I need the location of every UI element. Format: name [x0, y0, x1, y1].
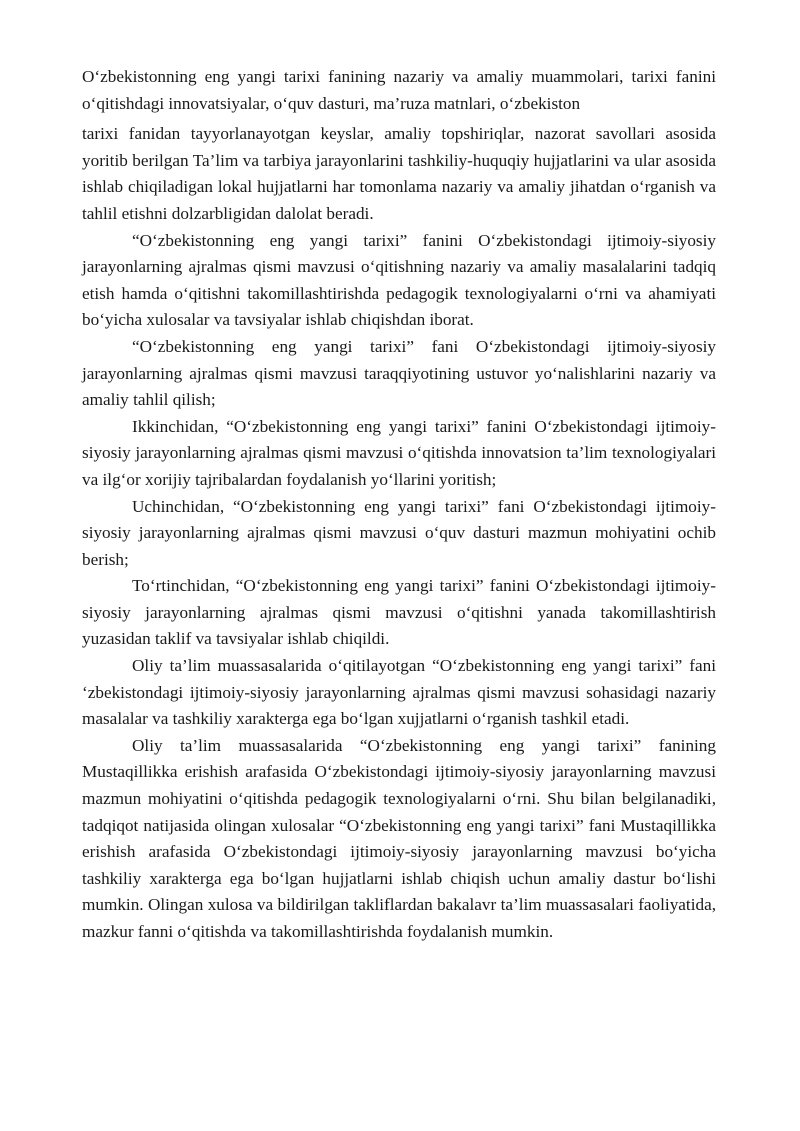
paragraph-intro-part2: tarixi fanidan tayyorlanayotgan keyslar, amaliy topshiriqlar, nazorat savollari asosida yoritib berilgan Ta’lim va tarbiya jarayonlarini tashkiliy-huquqiy hujjatlarini va ular asosida ishlab chiqiladigan lokal hujjatlarni har tomonlama nazariy va amaliy jihatdan o‘rganish va tahlil etishni dolzarbligidan dalolat beradi.	[82, 124, 716, 223]
paragraph-object: Oliy ta’lim muassasalarida o‘qitilayotgan “O‘zbekistonning eng yangi tarixi” fani ‘zbekistondagi ijtimoiy-siyosiy jarayonlarning ajralmas qismi mavzusi sohasidagi nazariy masalalar va tashkiliy xarakterga ega bo‘lgan xujjatlarni o‘rganish tashkil etadi.	[82, 656, 716, 729]
paragraph-task-third: Uchinchidan, “O‘zbekistonning eng yangi tarixi” fani O‘zbekistondagi ijtimoiy-siyosiy jarayonlarning ajralmas qismi mavzusi o‘quv dasturi mazmun mohiyatini ochib berish;	[82, 496, 716, 569]
paragraph-task-second: Ikkinchidan, “O‘zbekistonning eng yangi tarixi” fanini O‘zbekistondagi ijtimoiy-siyosiy jarayonlarning ajralmas qismi mavzusi o‘qitishda innovatsion ta’lim texnologiyalari va ilg‘or xorijiy tajribalardan foydalanish yo‘llarini yoritish;	[82, 416, 716, 489]
paragraph-task-fourth: To‘rtinchidan, “O‘zbekistonning eng yangi tarixi” fanini O‘zbekistondagi ijtimoiy-siyosiy jarayonlarning ajralmas qismi mavzusi o‘qitishni yanada takomillashtirish yuzasidan taklif va tavsiyalar ishlab chiqildi.	[82, 576, 716, 649]
paragraph-task-first: “O‘zbekistonning eng yangi tarixi” fani O‘zbekistondagi ijtimoiy-siyosiy jarayonlarning ajralmas qismi mavzusi taraqqiyotining ustuvor yo‘nalishlarini nazariy va amaliy tahlil qilish;	[82, 336, 716, 410]
paragraph-significance: Oliy ta’lim muassasalarida “O‘zbekistonning eng yangi tarixi” fanining Mustaqillikka erishish arafasida O‘zbekistondagi ijtimoiy-siyosiy jarayonlarning mavzusi mazmun mohiyatini o‘qitishda pedagogik texnologiyalarni o‘rni. Shu bilan belgilanadiki, tadqiqot natijasida olingan xulosalar “O‘zbekistonning eng yangi tarixi” fani Mustaqillikka erishish arafasida O‘zbekistondagi ijtimoiy-siyosiy jarayonlarning mavzusi bo‘yicha tashkiliy xarakterga ega bo‘lgan hujjatlarni ishlab chiqish uchun amaliy dastur bo‘lishi mumkin. Olingan xulosa va bildirilgan takliflardan bakalavr ta’lim muassasalari faoliyatida, mazkur fanni o‘qitishda va takomillashtirishda foydalanish mumkin.	[82, 735, 716, 941]
paragraph-intro-part1: O‘zbekistonning eng yangi tarixi fanining nazariy va amaliy muammolari, tarixi fanini o‘qitishdagi innovatsiyalar, o‘quv dasturi, ma’ruza matnlari, o‘zbekiston	[82, 67, 716, 113]
paragraph-aim: “O‘zbekistonning eng yangi tarixi” fanini O‘zbekistondagi ijtimoiy-siyosiy jarayonlarning ajralmas qismi mavzusi o‘qitishning nazariy va amaliy masalalarini tadqiq etish hamda o‘qitishni takomillashtirishda pedagogik texnologiyalarni o‘rni va ahamiyati bo‘yicha xulosalar va tavsiyalar ishlab chiqishdan iborat.	[82, 230, 716, 330]
document-page	[82, 64, 716, 946]
